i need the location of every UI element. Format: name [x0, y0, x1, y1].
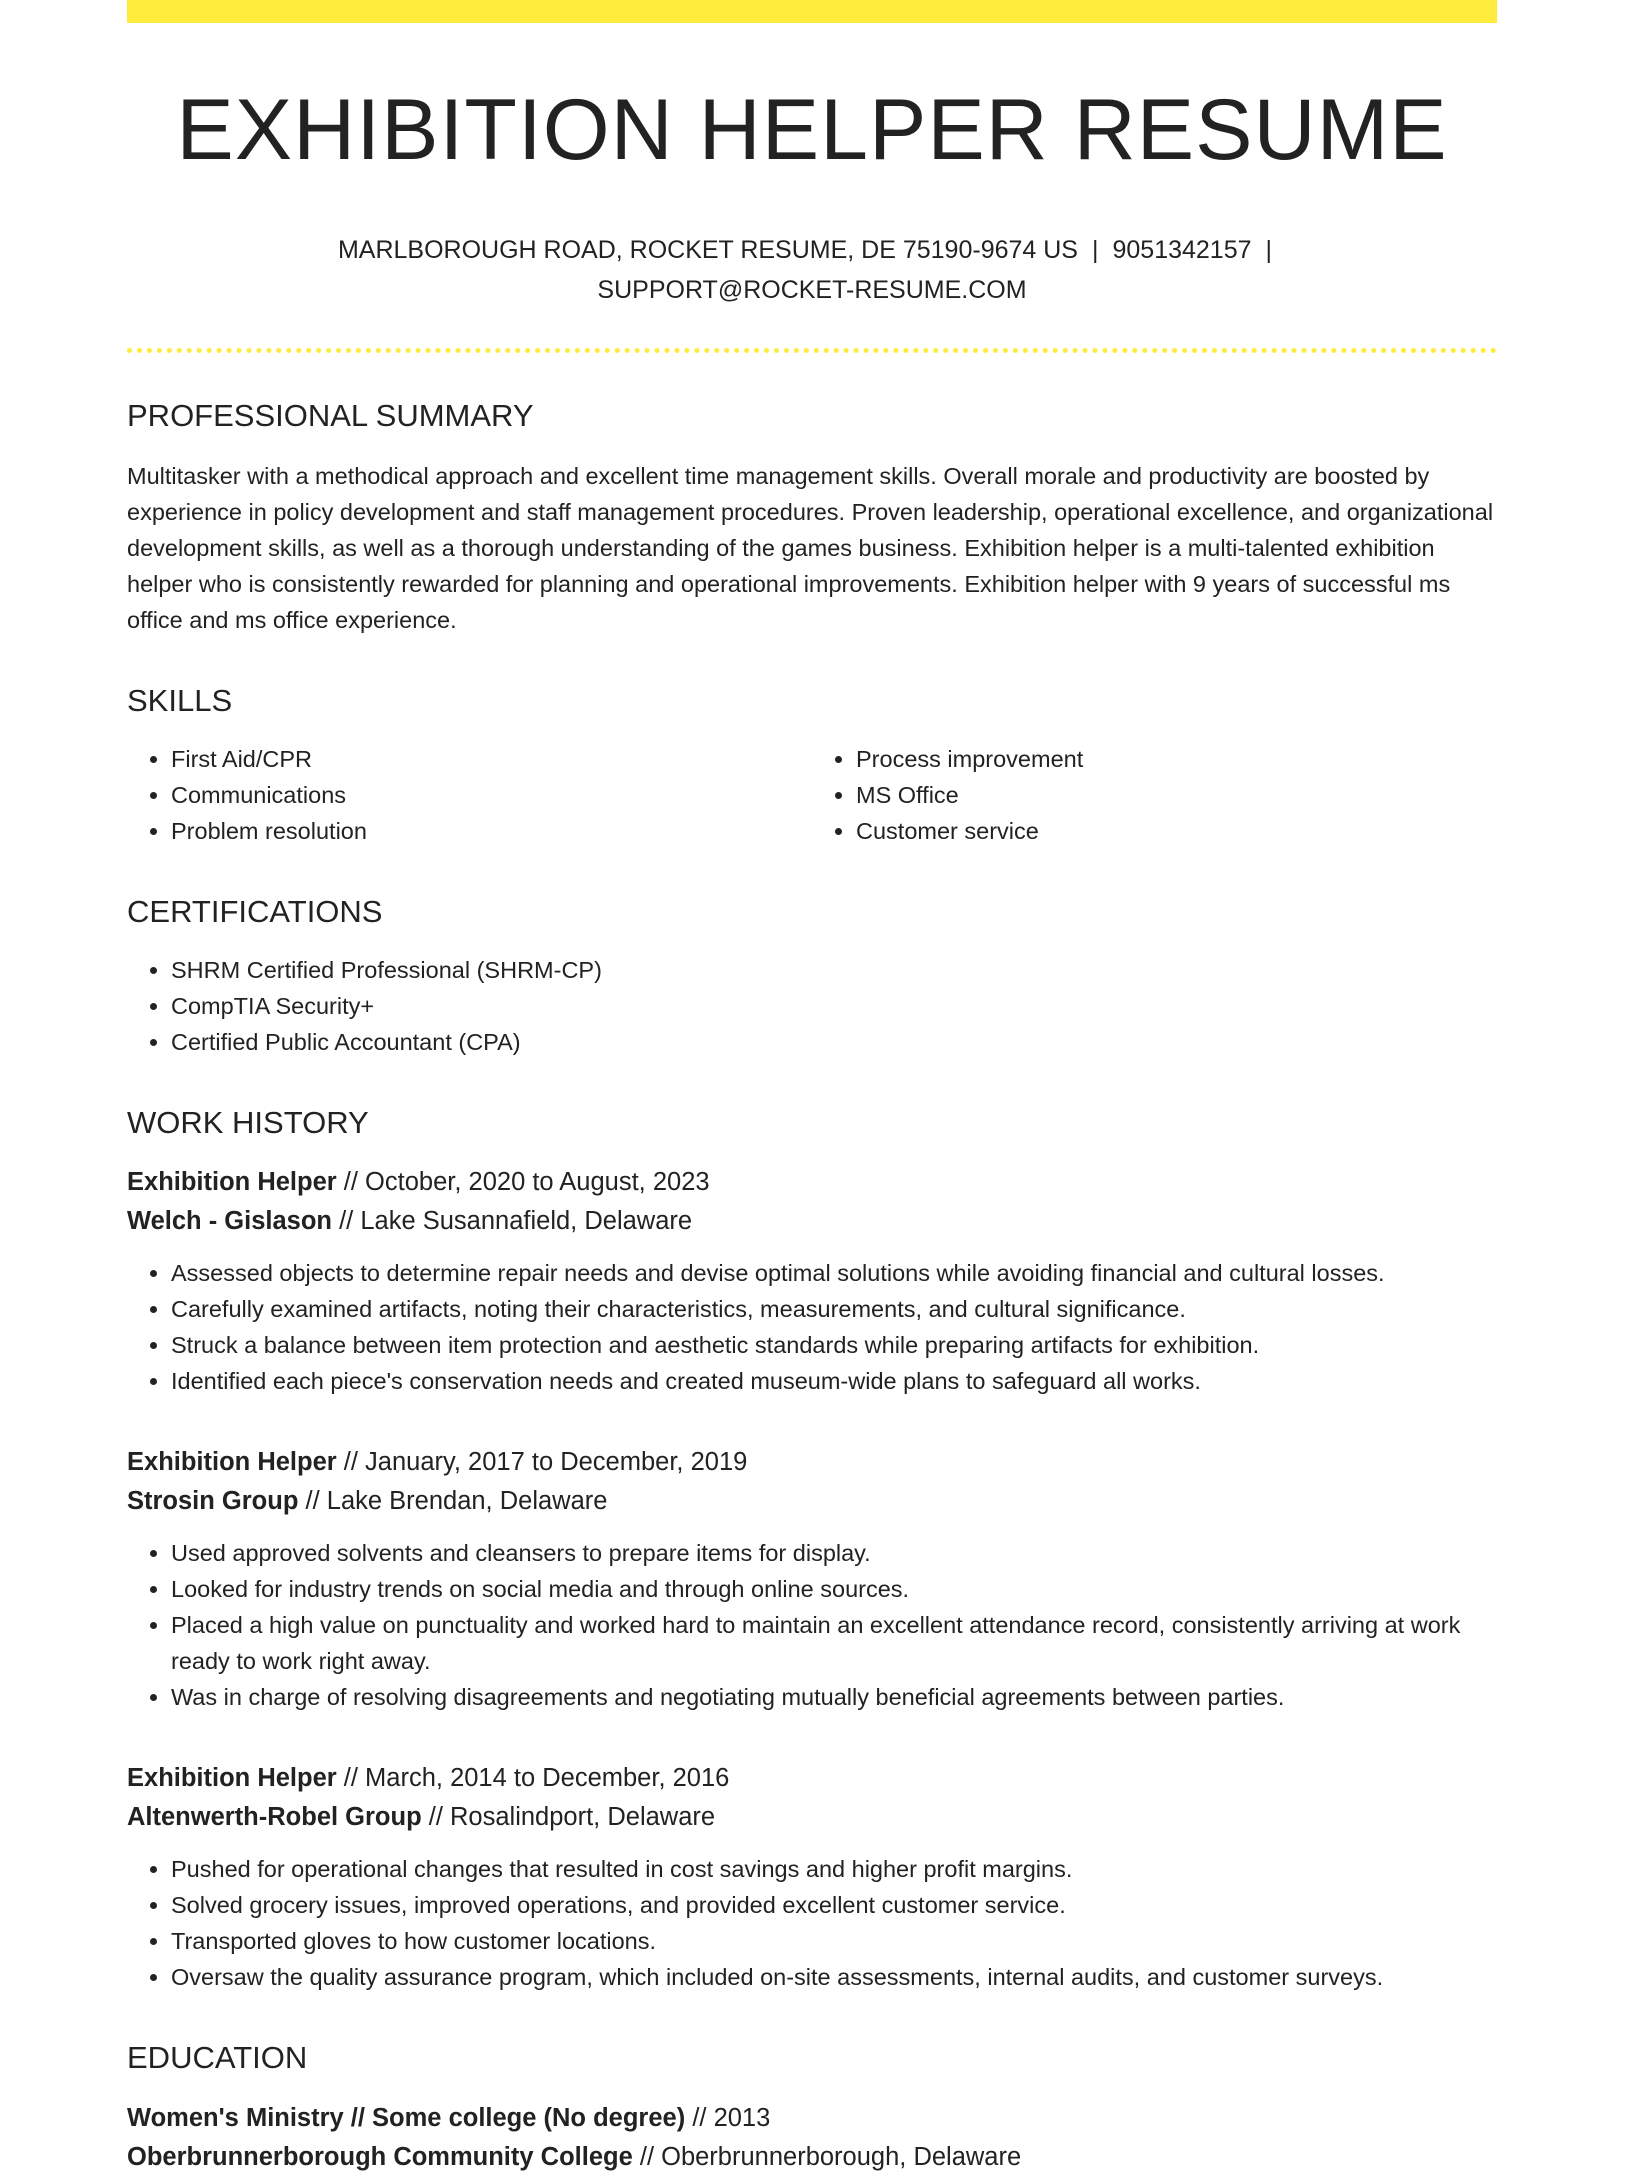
certifications-list: [127, 952, 1497, 1060]
job-bullet: • Identified each piece's conservation needs and created museum-wide plans to safeguard all works.: [171, 1363, 1497, 1399]
job-location: // Lake Susannafield, Delaware: [339, 1207, 693, 1236]
skills-list-right: [812, 741, 1497, 849]
job-bullet: • Placed a high value on punctuality and worked hard to maintain an excellent attendance record, consistently arriving at work ready to work right away.: [171, 1607, 1497, 1679]
job-bullet: • Was in charge of resolving disagreements and negotiating mutually beneficial agreements between parties.: [171, 1679, 1497, 1715]
job-company-line: [127, 1482, 1497, 1521]
job-bullet: • Assessed objects to determine repair needs and devise optimal solutions while avoiding financial and cultural losses.: [171, 1255, 1497, 1291]
section-title-work-history: WORK HISTORY: [127, 1105, 369, 1141]
skill-item: • Process improvement: [856, 741, 1497, 777]
skills-grid: [127, 741, 1497, 849]
contact-phone: 9051342157: [1112, 235, 1252, 264]
job-location: // Lake Brendan, Delaware: [305, 1487, 608, 1516]
dotted-divider: [127, 348, 1497, 353]
certification-item: • Certified Public Accountant (CPA): [171, 1024, 1497, 1060]
education-school: Oberbrunnerborough Community College: [127, 2142, 633, 2171]
job-bullet: • Used approved solvents and cleansers to prepare items for display.: [171, 1535, 1497, 1571]
contact-separator: |: [1265, 235, 1273, 264]
job-bullet: • Oversaw the quality assurance program, which included on-site assessments, internal audits, and customer surveys.: [171, 1959, 1497, 1995]
job-bullet: • Solved grocery issues, improved operations, and provided excellent customer service.: [171, 1887, 1497, 1923]
section-title-summary: PROFESSIONAL SUMMARY: [127, 397, 534, 433]
skills-list-left: [127, 741, 812, 849]
job-role-line: [127, 1759, 1497, 1798]
certification-item: • SHRM Certified Professional (SHRM-CP): [171, 952, 1497, 988]
job-company-line: [127, 1798, 1497, 1837]
section-title-skills: SKILLS: [127, 682, 233, 718]
job-role-line: [127, 1163, 1497, 1202]
job-bullet: • Struck a balance between item protection and aesthetic standards while preparing artifacts for exhibition.: [171, 1327, 1497, 1363]
job-bullet: • Transported gloves to how customer locations.: [171, 1923, 1497, 1959]
skill-item: • MS Office: [856, 777, 1497, 813]
job-role: Exhibition Helper: [127, 1764, 337, 1793]
contact-email: SUPPORT@ROCKET-RESUME.COM: [597, 275, 1027, 304]
education-school-line: [127, 2138, 1497, 2177]
job-bullet: • Looked for industry trends on social media and through online sources.: [171, 1571, 1497, 1607]
job-company: Welch - Gislason: [127, 1207, 332, 1236]
job-company-line: [127, 1202, 1497, 1241]
skill-item: • Customer service: [856, 813, 1497, 849]
job-location: // Rosalindport, Delaware: [428, 1803, 716, 1832]
education-year: // 2013: [692, 2103, 771, 2132]
education-entry: [127, 2099, 1497, 2177]
contact-line-2: [127, 270, 1497, 310]
job-dates: // January, 2017 to December, 2019: [343, 1448, 748, 1477]
education-location: // Oberbrunnerborough, Delaware: [639, 2142, 1022, 2171]
accent-bar: [127, 0, 1497, 23]
skill-item: • Problem resolution: [171, 813, 812, 849]
job-company: Altenwerth-Robel Group: [127, 1803, 422, 1832]
job-entry: [127, 1443, 1497, 1715]
job-entry: [127, 1163, 1497, 1399]
skill-item: • First Aid/CPR: [171, 741, 812, 777]
job-company: Strosin Group: [127, 1487, 299, 1516]
job-role: Exhibition Helper: [127, 1448, 337, 1477]
job-bullets: [127, 1851, 1497, 1995]
job-dates: // October, 2020 to August, 2023: [343, 1168, 710, 1197]
resume-content: [127, 0, 1497, 2177]
job-entry: [127, 1759, 1497, 1995]
education-degree-line: [127, 2099, 1497, 2138]
job-role: Exhibition Helper: [127, 1168, 337, 1197]
contact-separator: |: [1091, 235, 1099, 264]
job-role-line: [127, 1443, 1497, 1482]
job-bullet: • Pushed for operational changes that resulted in cost savings and higher profit margins.: [171, 1851, 1497, 1887]
summary-text: Multitasker with a methodical approach and excellent time management skills. Overall morale and productivity are boosted by experience in policy development and staff management procedures. Proven leadership, operational excellence, and organizational development skills, as well as a thorough understanding of the games business. Exhibition helper is a multi-talented exhibition helper who is consistently rewarded for planning and operational improvements. Exhibition helper with 9 years of successful ms office and ms office experience.: [127, 462, 1494, 633]
job-bullets: [127, 1535, 1497, 1715]
section-title-education: EDUCATION: [127, 2040, 308, 2076]
contact-line-1: [127, 230, 1497, 270]
resume-title: EXHIBITION HELPER RESUME: [176, 82, 1448, 178]
contact-info: [127, 230, 1497, 310]
job-bullet: • Carefully examined artifacts, noting their characteristics, measurements, and cultural significance.: [171, 1291, 1497, 1327]
certification-item: • CompTIA Security+: [171, 988, 1497, 1024]
job-dates: // March, 2014 to December, 2016: [343, 1764, 730, 1793]
contact-address: MARLBOROUGH ROAD, ROCKET RESUME, DE 75190-9674 US: [337, 235, 1078, 264]
skill-item: • Communications: [171, 777, 812, 813]
education-degree: Women's Ministry // Some college (No degree): [127, 2103, 686, 2132]
section-title-certifications: CERTIFICATIONS: [127, 893, 383, 929]
job-bullets: [127, 1255, 1497, 1399]
